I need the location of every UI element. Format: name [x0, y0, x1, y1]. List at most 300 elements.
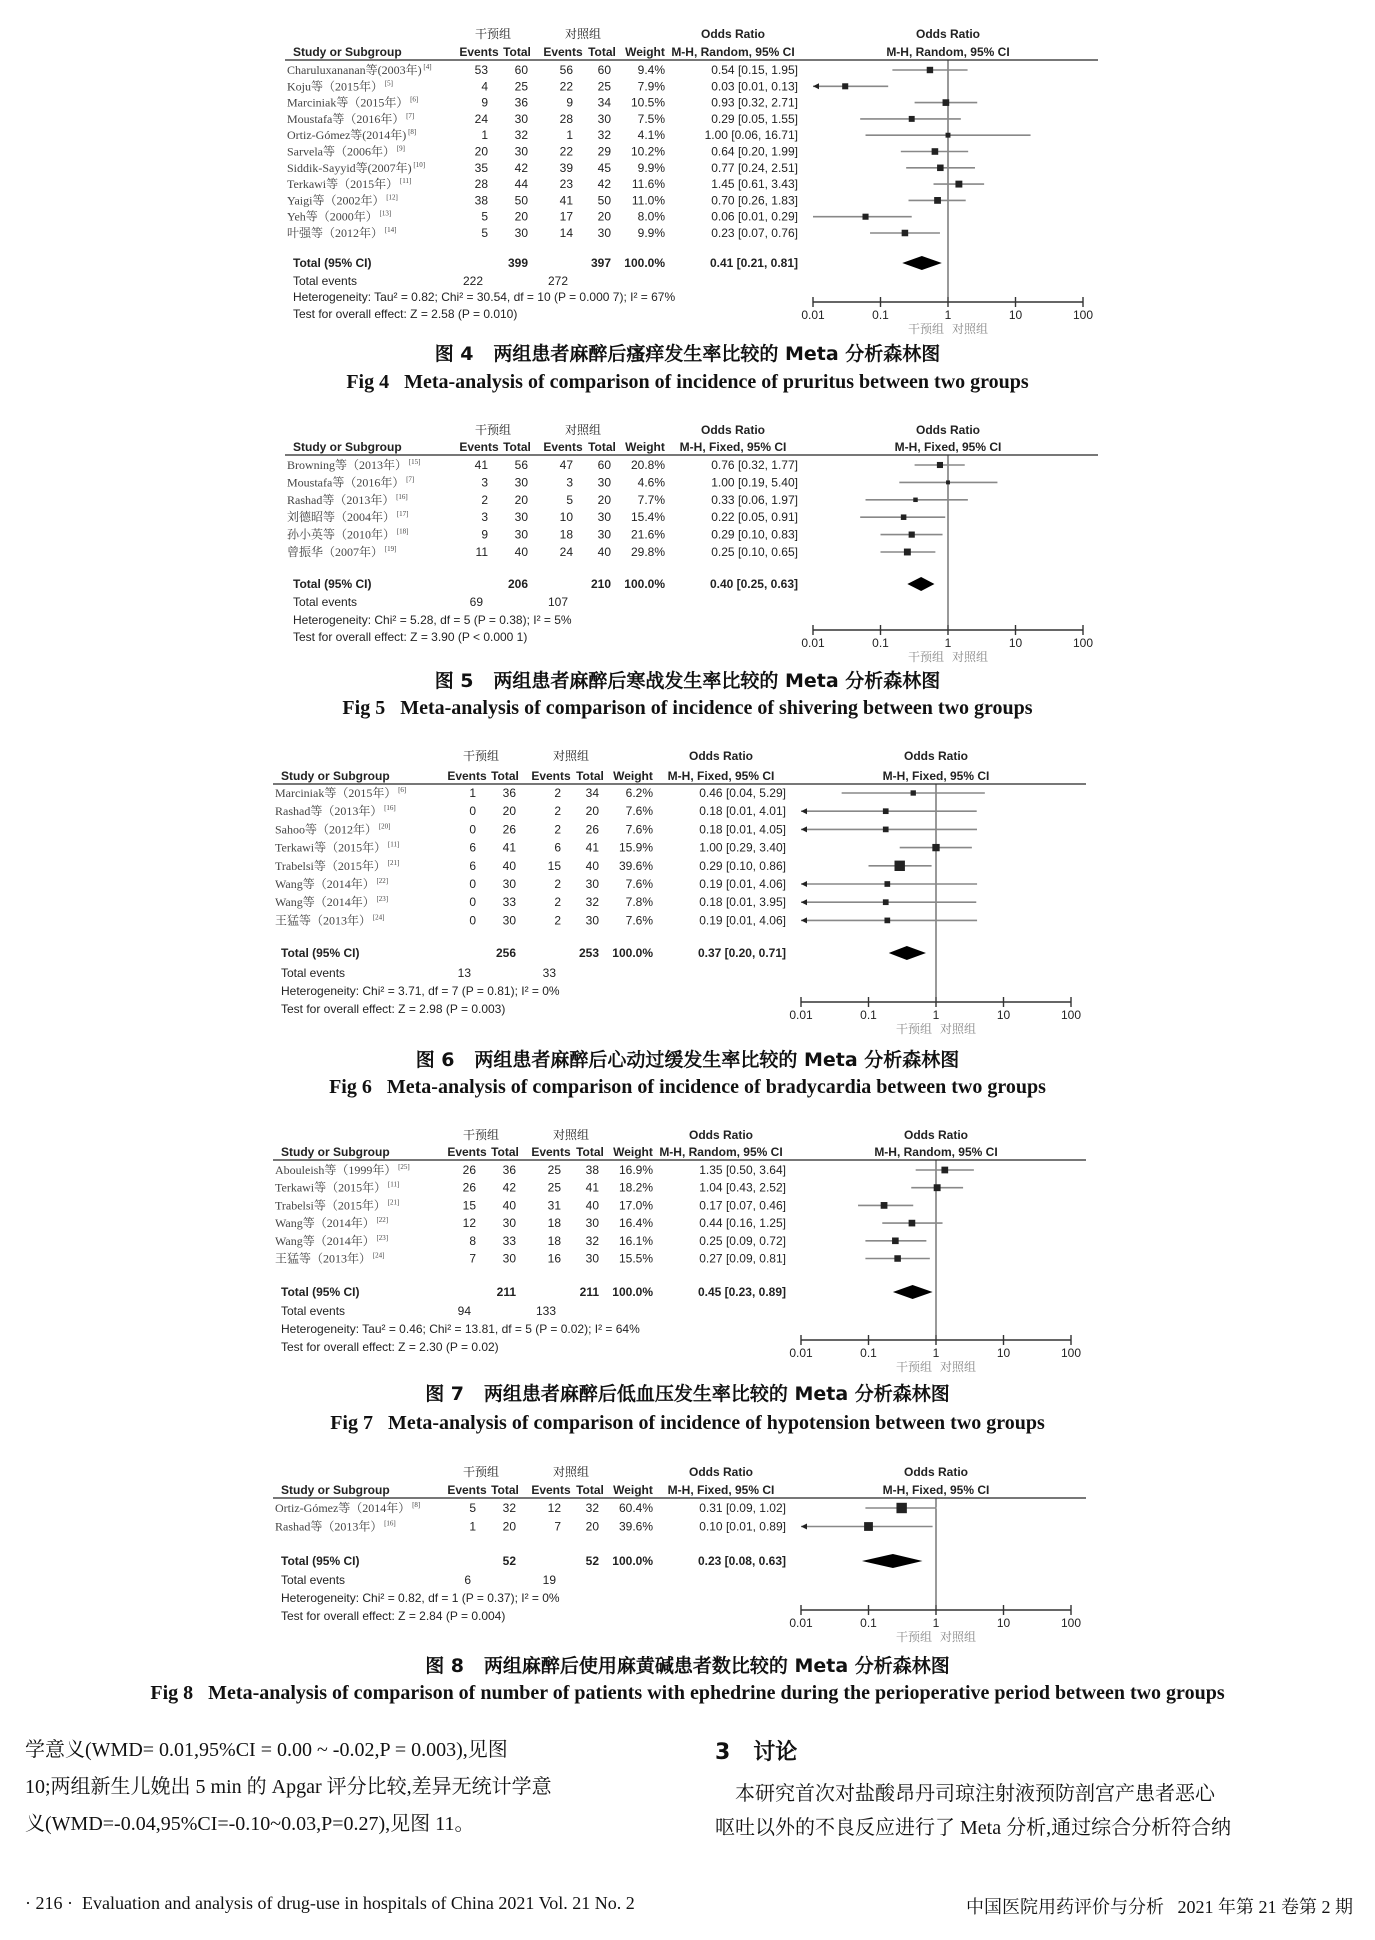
- x-axis-tick-label: 1: [944, 308, 952, 322]
- odds-ratio-header: Odds Ratio: [688, 749, 754, 763]
- intervention-events: 5: [469, 1501, 476, 1515]
- study-weight: 17.0%: [618, 1198, 653, 1213]
- control-total: 30: [597, 111, 611, 126]
- intervention-total-sum: 399: [507, 256, 528, 270]
- control-total: 30: [597, 510, 611, 525]
- odds-ratio-header: Odds Ratio: [688, 1128, 754, 1142]
- study-weight: 9.4%: [637, 63, 665, 77]
- weight-column-header: Weight: [625, 45, 665, 59]
- total-column-header: Total: [588, 45, 616, 59]
- study-reference: [18]: [395, 527, 409, 536]
- control-events: 6: [554, 840, 561, 855]
- total-column-header: Total: [588, 440, 616, 454]
- control-total: 32: [585, 1501, 599, 1515]
- intervention-events: 53: [474, 63, 488, 77]
- intervention-total: 30: [502, 1216, 516, 1231]
- point-estimate-marker: [937, 165, 944, 172]
- study-odds-ratio-ci: 0.06 [0.01, 0.29]: [711, 209, 798, 224]
- study-odds-ratio-ci: 0.19 [0.01, 4.06]: [699, 877, 786, 891]
- study-name: Trabelsi等（2015年） [21]: [275, 858, 400, 873]
- study-reference: [16]: [382, 804, 396, 813]
- study-reference: [6]: [408, 95, 419, 104]
- point-estimate-marker: [946, 480, 950, 484]
- intervention-total: 36: [514, 95, 528, 110]
- total-label: Total (95% CI): [281, 1285, 360, 1299]
- intervention-total: 36: [502, 1163, 516, 1177]
- figure-4-caption-en: Fig 4 Meta-analysis of comparison of incidence of pruritus between two groups: [346, 371, 1029, 393]
- study-weight: 16.1%: [618, 1233, 653, 1248]
- point-estimate-marker: [883, 899, 889, 905]
- study-column-header: Study or Subgroup: [281, 1145, 390, 1159]
- control-events: 17: [559, 209, 573, 224]
- study-reference: [19]: [383, 545, 397, 553]
- study-weight: 16.9%: [618, 1163, 653, 1177]
- control-total: 30: [585, 913, 599, 928]
- intervention-total: 32: [502, 1501, 516, 1515]
- study-weight: 15.9%: [618, 840, 653, 855]
- pooled-odds-ratio-ci: 0.45 [0.23, 0.89]: [697, 1285, 786, 1299]
- study-name: Terkawi等（2015年） [11]: [287, 177, 412, 192]
- odds-ratio-header: Odds Ratio: [688, 1465, 754, 1479]
- intervention-events: 3: [481, 510, 488, 525]
- intervention-total: 42: [502, 1180, 516, 1195]
- study-name: 叶强等（2012年） [14]: [287, 226, 397, 240]
- forest-plot-figure-6: [273, 748, 1086, 1036]
- study-reference: [22]: [374, 877, 389, 885]
- weight-column-header: Weight: [613, 1483, 653, 1497]
- intervention-total: 40: [502, 858, 516, 873]
- control-total: 30: [585, 877, 599, 891]
- control-events: 14: [559, 226, 573, 240]
- favours-control-label: 对照组: [940, 1022, 977, 1036]
- study-odds-ratio-ci: 0.77 [0.24, 2.51]: [711, 160, 798, 175]
- events-column-header: Events: [543, 440, 583, 454]
- intervention-total: 30: [514, 111, 528, 126]
- study-weight: 7.6%: [625, 822, 653, 837]
- study-odds-ratio-ci: 0.44 [0.16, 1.25]: [699, 1216, 786, 1231]
- control-events: 7: [554, 1519, 561, 1534]
- method-plot-header: M-H, Fixed, 95% CI: [882, 1483, 990, 1497]
- point-estimate-marker: [941, 1167, 948, 1174]
- study-odds-ratio-ci: 0.70 [0.26, 1.83]: [711, 193, 798, 208]
- study-odds-ratio-ci: 0.18 [0.01, 4.05]: [699, 822, 786, 837]
- truncation-arrow-icon: [801, 899, 807, 905]
- intervention-group-header: 干预组: [474, 423, 512, 437]
- figure-7-caption-zh: 图 7 两组患者麻醉后低血压发生率比较的 Meta 分析森林图: [425, 1383, 950, 1405]
- study-name: Koju等（2015年） [5]: [287, 79, 393, 94]
- intervention-total: 56: [514, 458, 528, 472]
- x-axis-tick-label: 10: [996, 1346, 1011, 1360]
- total-column-header: Total: [503, 45, 531, 59]
- intervention-events: 5: [481, 209, 488, 224]
- intervention-total: 30: [514, 144, 528, 159]
- intervention-total: 40: [502, 1198, 516, 1213]
- study-name: Terkawi等（2015年） [11]: [275, 1180, 400, 1195]
- total-column-header: Total: [491, 769, 519, 783]
- intervention-events: 35: [474, 160, 488, 175]
- odds-ratio-plot-header: Odds Ratio: [903, 1128, 969, 1142]
- odds-ratio-header: Odds Ratio: [700, 27, 766, 41]
- control-events: 10: [559, 510, 573, 525]
- control-group-header: 对照组: [564, 27, 602, 41]
- study-reference: [20]: [377, 822, 391, 831]
- pooled-estimate-diamond: [893, 1285, 933, 1299]
- method-column-header: M-H, Fixed, 95% CI: [667, 1483, 775, 1497]
- x-axis-tick-label: 100: [1060, 1346, 1082, 1360]
- study-name: Sarvela等（2006年） [9]: [287, 144, 405, 159]
- study-weight: 7.9%: [637, 79, 665, 94]
- intervention-events: 12: [462, 1216, 476, 1231]
- study-odds-ratio-ci: 0.29 [0.10, 0.83]: [711, 527, 798, 542]
- study-weight: 4.1%: [637, 128, 665, 143]
- study-odds-ratio-ci: 0.29 [0.05, 1.55]: [711, 111, 798, 126]
- study-reference: [14]: [383, 226, 397, 234]
- total-column-header: Total: [576, 1483, 604, 1497]
- events-column-header: Events: [531, 1145, 571, 1159]
- study-odds-ratio-ci: 0.76 [0.32, 1.77]: [711, 458, 798, 472]
- total-weight: 100.0%: [612, 1285, 653, 1299]
- point-estimate-marker: [883, 808, 889, 814]
- study-reference: [23]: [374, 895, 389, 904]
- study-reference: [7]: [404, 475, 415, 484]
- control-events: 25: [547, 1163, 561, 1177]
- overall-effect-test: Test for overall effect: Z = 2.30 (P = 0.02): [281, 1340, 499, 1354]
- study-odds-ratio-ci: 0.29 [0.10, 0.86]: [699, 858, 786, 873]
- study-reference: [15]: [407, 458, 421, 466]
- intervention-total-sum: 256: [495, 946, 516, 960]
- weight-column-header: Weight: [625, 440, 665, 454]
- total-column-header: Total: [503, 440, 531, 454]
- control-events: 5: [566, 492, 573, 507]
- footer-journal-zh: 中国医院用药评价与分析 2021 年第 21 卷第 2 期: [966, 1897, 1353, 1917]
- intervention-total-sum: 211: [496, 1285, 516, 1299]
- point-estimate-marker: [894, 1255, 901, 1262]
- intervention-total: 30: [514, 475, 528, 490]
- intervention-events: 0: [469, 804, 476, 819]
- intervention-events: 38: [474, 193, 488, 208]
- pooled-estimate-diamond: [889, 946, 926, 960]
- x-axis-tick-label: 0.1: [872, 308, 889, 322]
- control-total: 38: [585, 1163, 599, 1177]
- intervention-total: 40: [514, 545, 528, 559]
- pooled-odds-ratio-ci: 0.40 [0.25, 0.63]: [709, 577, 798, 591]
- intervention-total-events: 69: [469, 595, 483, 609]
- favours-intervention-label: 干预组: [895, 1630, 932, 1644]
- control-events: 2: [554, 822, 561, 837]
- study-column-header: Study or Subgroup: [281, 769, 390, 783]
- study-reference: [16]: [394, 492, 408, 501]
- intervention-events: 7: [469, 1251, 476, 1266]
- intervention-total: 30: [514, 510, 528, 525]
- odds-ratio-plot-header: Odds Ratio: [915, 423, 981, 437]
- events-column-header: Events: [543, 45, 583, 59]
- study-name: Ortiz-Gómez等(2014年) [8]: [287, 128, 417, 143]
- method-column-header: M-H, Fixed, 95% CI: [679, 440, 787, 454]
- point-estimate-marker: [895, 861, 905, 871]
- point-estimate-marker: [862, 214, 868, 220]
- x-axis-tick-label: 0.1: [860, 1616, 877, 1630]
- x-axis-tick-label: 0.01: [801, 636, 825, 650]
- study-reference: [11]: [398, 177, 412, 186]
- control-events: 2: [554, 877, 561, 891]
- total-label: Total (95% CI): [281, 1554, 360, 1568]
- intervention-total: 36: [502, 786, 516, 800]
- intervention-events: 0: [469, 877, 476, 891]
- study-reference: [5]: [383, 79, 393, 88]
- study-name: 刘德昭等（2004年） [17]: [287, 510, 409, 525]
- study-weight: 11.6%: [631, 177, 665, 192]
- point-estimate-marker: [884, 881, 890, 887]
- heterogeneity-stats: Heterogeneity: Chi² = 3.71, df = 7 (P = 0.81); I² = 0%: [281, 984, 560, 998]
- control-total: 60: [597, 63, 611, 77]
- events-column-header: Events: [447, 1483, 487, 1497]
- intervention-total-events: 94: [457, 1304, 471, 1318]
- control-events: 9: [566, 95, 573, 110]
- favours-control-label: 对照组: [952, 322, 989, 336]
- control-group-header: 对照组: [552, 749, 590, 763]
- intervention-total-sum: 52: [502, 1554, 516, 1568]
- intervention-total-events: 13: [457, 966, 471, 980]
- control-events: 39: [559, 160, 573, 175]
- odds-ratio-plot-header: Odds Ratio: [915, 27, 981, 41]
- study-odds-ratio-ci: 1.45 [0.61, 3.43]: [711, 177, 798, 192]
- favours-control-label: 对照组: [952, 650, 989, 664]
- x-axis-tick-label: 100: [1072, 308, 1094, 322]
- intervention-events: 0: [469, 895, 476, 910]
- study-reference: [11]: [386, 1180, 400, 1189]
- intervention-group-header: 干预组: [462, 749, 500, 763]
- control-total-sum: 211: [579, 1285, 599, 1299]
- study-reference: [11]: [386, 840, 400, 849]
- point-estimate-marker: [904, 549, 911, 556]
- section-heading: 3 讨论: [715, 1740, 798, 1765]
- control-total: 34: [597, 95, 611, 110]
- heterogeneity-stats: Heterogeneity: Chi² = 0.82, df = 1 (P = 0.37); I² = 0%: [281, 1591, 560, 1605]
- pooled-estimate-diamond: [902, 256, 942, 270]
- point-estimate-marker: [934, 197, 941, 204]
- study-odds-ratio-ci: 0.23 [0.07, 0.76]: [711, 226, 798, 240]
- study-name: Marciniak等（2015年） [6]: [287, 95, 419, 110]
- intervention-total: 33: [502, 1233, 516, 1248]
- control-total: 45: [597, 160, 611, 175]
- events-column-header: Events: [459, 45, 499, 59]
- study-odds-ratio-ci: 0.03 [0.01, 0.13]: [711, 79, 798, 94]
- total-weight: 100.0%: [612, 1554, 653, 1568]
- control-total: 20: [585, 1519, 599, 1534]
- control-events: 28: [559, 111, 573, 126]
- study-reference: [21]: [385, 1198, 400, 1207]
- intervention-total: 26: [502, 822, 516, 837]
- forest-plot-figure-5: [285, 422, 1098, 664]
- x-axis-tick-label: 1: [932, 1616, 940, 1630]
- study-reference: [17]: [395, 510, 409, 519]
- study-name: Wang等（2014年） [22]: [275, 1216, 389, 1231]
- figure-7-caption-en: Fig 7 Meta-analysis of comparison of incidence of hypotension between two groups: [330, 1412, 1045, 1434]
- x-axis-tick-label: 0.1: [860, 1346, 877, 1360]
- intervention-events: 11: [475, 545, 488, 559]
- study-weight: 4.6%: [637, 475, 665, 490]
- study-reference: [4]: [421, 63, 432, 71]
- intervention-events: 9: [481, 527, 488, 542]
- control-events: 2: [554, 913, 561, 928]
- control-events: 2: [554, 804, 561, 819]
- control-events: 1: [566, 128, 573, 143]
- total-column-header: Total: [576, 769, 604, 783]
- control-total: 29: [597, 144, 611, 159]
- overall-effect-test: Test for overall effect: Z = 2.84 (P = 0.004): [281, 1609, 506, 1623]
- intervention-events: 4: [481, 79, 488, 94]
- favours-control-label: 对照组: [940, 1360, 977, 1374]
- method-column-header: M-H, Random, 95% CI: [671, 45, 795, 59]
- control-total-events: 107: [547, 595, 568, 609]
- intervention-events: 9: [481, 95, 488, 110]
- intervention-total: 42: [514, 160, 528, 175]
- point-estimate-marker: [864, 1522, 873, 1531]
- control-events: 3: [566, 475, 573, 490]
- study-weight: 9.9%: [637, 226, 665, 240]
- study-reference: [25]: [396, 1163, 410, 1171]
- intervention-events: 6: [469, 840, 476, 855]
- study-weight: 10.5%: [630, 95, 665, 110]
- intervention-events: 1: [481, 128, 488, 143]
- control-total: 40: [585, 1198, 599, 1213]
- intervention-total: 50: [514, 193, 528, 208]
- x-axis-tick-label: 0.01: [789, 1346, 813, 1360]
- control-events: 12: [547, 1501, 561, 1515]
- pooled-odds-ratio-ci: 0.23 [0.08, 0.63]: [697, 1554, 786, 1568]
- truncation-arrow-icon: [801, 808, 807, 814]
- control-total-events: 33: [542, 966, 556, 980]
- study-reference: [6]: [396, 786, 407, 794]
- pooled-odds-ratio-ci: 0.37 [0.20, 0.71]: [697, 946, 786, 960]
- intervention-events: 41: [474, 458, 488, 472]
- heterogeneity-stats: Heterogeneity: Chi² = 5.28, df = 5 (P = 0.38); I² = 5%: [293, 613, 572, 627]
- study-odds-ratio-ci: 1.00 [0.29, 3.40]: [699, 840, 786, 855]
- point-estimate-marker: [901, 514, 907, 520]
- study-name: Siddik-Sayyid等(2007年) [10]: [287, 160, 426, 175]
- point-estimate-marker: [902, 230, 909, 237]
- study-weight: 7.6%: [625, 877, 653, 891]
- method-column-header: M-H, Fixed, 95% CI: [667, 769, 775, 783]
- study-weight: 6.2%: [625, 786, 653, 800]
- total-column-header: Total: [576, 1145, 604, 1159]
- intervention-events: 28: [474, 177, 488, 192]
- figure-6-caption-en: Fig 6 Meta-analysis of comparison of incidence of bradycardia between two groups: [329, 1076, 1046, 1098]
- study-name: Marciniak等（2015年） [6]: [275, 786, 407, 800]
- intervention-total: 30: [514, 527, 528, 542]
- point-estimate-marker: [932, 148, 939, 155]
- intervention-events: 20: [474, 144, 488, 159]
- study-reference: [9]: [394, 144, 405, 153]
- study-odds-ratio-ci: 0.64 [0.20, 1.99]: [711, 144, 798, 159]
- study-reference: [7]: [404, 111, 415, 120]
- study-weight: 60.4%: [618, 1501, 653, 1515]
- intervention-group-header: 干预组: [474, 27, 512, 41]
- control-total-sum: 52: [585, 1554, 599, 1568]
- study-column-header: Study or Subgroup: [293, 45, 402, 59]
- intervention-total: 30: [502, 913, 516, 928]
- total-events-label: Total events: [293, 595, 358, 609]
- x-axis-tick-label: 100: [1072, 636, 1094, 650]
- intervention-events: 26: [462, 1180, 476, 1195]
- intervention-total: 30: [502, 1251, 516, 1266]
- study-odds-ratio-ci: 0.31 [0.09, 1.02]: [699, 1501, 786, 1515]
- pooled-odds-ratio-ci: 0.41 [0.21, 0.81]: [709, 256, 798, 270]
- control-total: 20: [585, 804, 599, 819]
- point-estimate-marker: [955, 181, 962, 188]
- intervention-events: 5: [481, 226, 488, 240]
- point-estimate-marker: [892, 1237, 899, 1244]
- body-text-line: 本研究首次对盐酸昂丹司琼注射液预防剖宫产患者恶心: [715, 1783, 1215, 1805]
- study-weight: 16.4%: [618, 1216, 653, 1231]
- intervention-events: 0: [469, 913, 476, 928]
- forest-plot-figure-8: [273, 1464, 1086, 1644]
- total-events-label: Total events: [281, 1304, 346, 1318]
- x-axis-tick-label: 0.01: [789, 1008, 813, 1022]
- study-reference: [21]: [385, 858, 400, 867]
- control-group-header: 对照组: [552, 1128, 590, 1142]
- point-estimate-marker: [946, 133, 951, 138]
- study-odds-ratio-ci: 1.00 [0.06, 16.71]: [704, 128, 798, 143]
- total-events-label: Total events: [281, 1573, 346, 1587]
- control-total-events: 19: [542, 1573, 556, 1587]
- study-odds-ratio-ci: 0.19 [0.01, 4.06]: [699, 913, 786, 928]
- control-total-events: 133: [535, 1304, 556, 1318]
- study-name: Wang等（2014年） [23]: [275, 1233, 389, 1248]
- study-odds-ratio-ci: 0.25 [0.09, 0.72]: [699, 1233, 786, 1248]
- study-weight: 39.6%: [618, 858, 653, 873]
- intervention-events: 26: [462, 1163, 476, 1177]
- study-name: 曾振华（2007年） [19]: [287, 545, 397, 559]
- favours-intervention-label: 干预组: [895, 1022, 932, 1036]
- total-column-header: Total: [491, 1483, 519, 1497]
- method-plot-header: M-H, Random, 95% CI: [886, 45, 1010, 59]
- intervention-events: 1: [469, 1519, 476, 1534]
- study-reference: [8]: [410, 1501, 421, 1509]
- total-label: Total (95% CI): [293, 577, 372, 591]
- control-events: 22: [559, 144, 573, 159]
- study-reference: [16]: [382, 1519, 396, 1528]
- study-reference: [24]: [371, 913, 385, 922]
- point-estimate-marker: [932, 844, 939, 851]
- study-odds-ratio-ci: 0.22 [0.05, 0.91]: [711, 510, 798, 525]
- point-estimate-marker: [937, 462, 943, 468]
- total-weight: 100.0%: [624, 577, 665, 591]
- x-axis-tick-label: 10: [1008, 636, 1023, 650]
- study-name: Rashad等（2013年） [16]: [275, 1519, 396, 1534]
- intervention-total: 32: [514, 128, 528, 143]
- truncation-arrow-icon: [801, 917, 807, 923]
- control-total: 32: [585, 1233, 599, 1248]
- control-events: 16: [547, 1251, 561, 1266]
- point-estimate-marker: [883, 827, 889, 833]
- study-weight: 18.2%: [618, 1180, 653, 1195]
- intervention-events: 1: [469, 786, 476, 800]
- point-estimate-marker: [913, 498, 917, 502]
- point-estimate-marker: [842, 83, 848, 89]
- x-axis-tick-label: 100: [1060, 1008, 1082, 1022]
- study-odds-ratio-ci: 0.18 [0.01, 3.95]: [699, 895, 786, 910]
- total-weight: 100.0%: [624, 256, 665, 270]
- total-events-label: Total events: [293, 274, 358, 288]
- control-total: 60: [597, 458, 611, 472]
- intervention-total: 20: [514, 209, 528, 224]
- control-total: 30: [585, 1251, 599, 1266]
- study-name: Wang等（2014年） [23]: [275, 895, 389, 910]
- control-total: 50: [597, 193, 611, 208]
- study-name: Terkawi等（2015年） [11]: [275, 840, 400, 855]
- study-name: 王猛等（2013年） [24]: [275, 913, 385, 928]
